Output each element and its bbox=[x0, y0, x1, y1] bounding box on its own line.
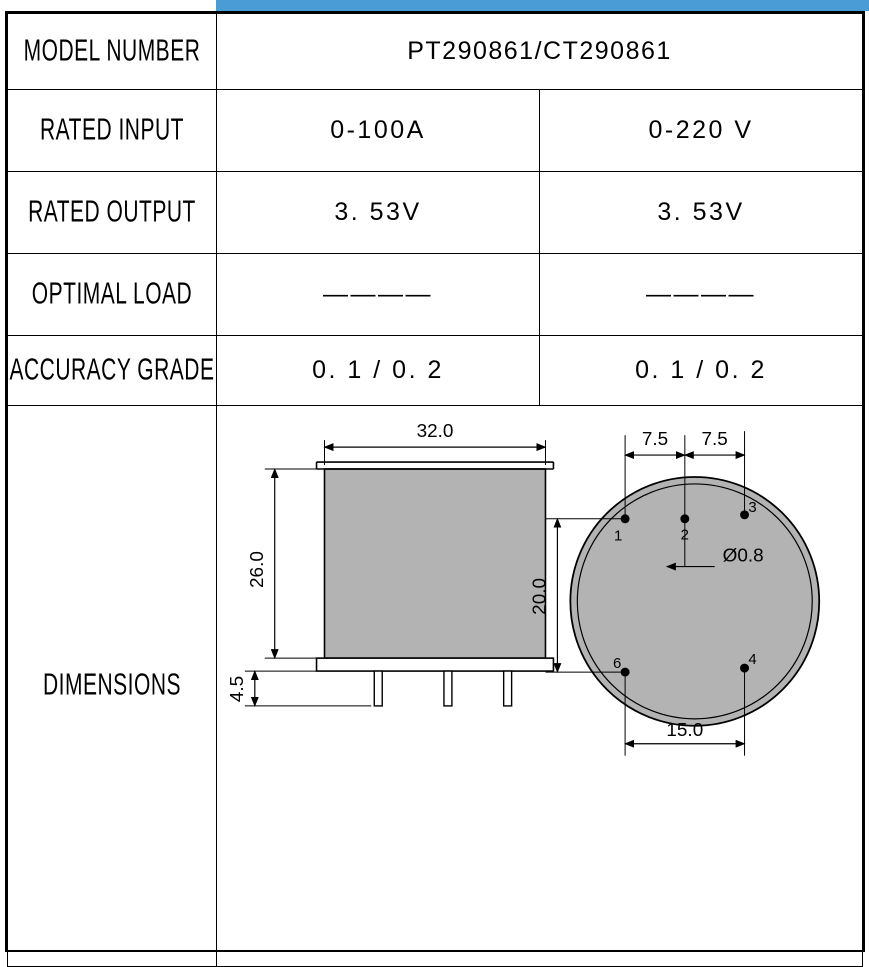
row-label-accuracy-grade bbox=[8, 336, 217, 406]
bottom-vertical-label: 20.0 bbox=[529, 578, 551, 615]
dimensions-canvas bbox=[217, 406, 862, 966]
pin-label-4: 4 bbox=[748, 651, 757, 669]
table-row-dimensions bbox=[8, 406, 863, 967]
table-row-accuracy-grade bbox=[8, 336, 863, 406]
row-label-rated-output bbox=[8, 172, 217, 254]
pin-label-6: 6 bbox=[612, 655, 622, 673]
table-row-rated-output bbox=[8, 172, 863, 254]
spec-table-container bbox=[5, 11, 865, 952]
row-value-optimal-load-right: ———— bbox=[540, 254, 863, 336]
bottom-spacing-right-label: 7.5 bbox=[701, 429, 728, 451]
row-label-accuracy-grade-text: ACCURACY GRADE bbox=[9, 353, 215, 387]
row-value-model: PT290861/CT290861 bbox=[217, 14, 863, 90]
table-row-model bbox=[8, 14, 863, 90]
pin-dot-1 bbox=[621, 514, 630, 523]
bottom-width-label: 15.0 bbox=[666, 719, 704, 741]
table-row-rated-input bbox=[8, 90, 863, 172]
spec-table bbox=[7, 13, 863, 967]
row-value-accuracy-left: 0. 1 / 0. 2 bbox=[217, 336, 540, 406]
row-label-model-text: MODEL NUMBER bbox=[23, 34, 201, 68]
row-label-rated-output-text: RATED OUTPUT bbox=[28, 195, 196, 229]
pin-label-1: 1 bbox=[613, 527, 623, 545]
side-height-label: 26.0 bbox=[246, 551, 268, 588]
row-value-optimal-load-left: ———— bbox=[217, 254, 540, 336]
header-accent-bar bbox=[216, 0, 869, 11]
row-label-rated-input-text: RATED INPUT bbox=[40, 113, 184, 147]
row-label-dimensions bbox=[8, 406, 217, 967]
pin-label-3: 3 bbox=[748, 498, 757, 516]
pin-label-2: 2 bbox=[680, 526, 689, 544]
side-width-label: 32.0 bbox=[416, 421, 454, 443]
row-value-accuracy-right: 0. 1 / 0. 2 bbox=[540, 336, 863, 406]
row-label-model bbox=[8, 14, 217, 90]
row-value-rated-output-left: 3. 53V bbox=[217, 172, 540, 254]
pin-dot-6 bbox=[621, 668, 630, 677]
side-pin-label: 4.5 bbox=[226, 675, 248, 703]
row-label-dimensions-text: DIMENSIONS bbox=[42, 668, 181, 702]
row-label-optimal-load bbox=[8, 254, 217, 336]
table-row-optimal-load bbox=[8, 254, 863, 336]
bottom-spacing-left-label: 7.5 bbox=[641, 429, 669, 451]
row-label-rated-input bbox=[8, 90, 217, 172]
dimensions-svg bbox=[217, 406, 862, 966]
row-value-rated-output-right: 3. 53V bbox=[540, 172, 863, 254]
row-label-optimal-load-text: OPTIMAL LOAD bbox=[31, 277, 193, 311]
row-value-rated-input-right: 0-220 V bbox=[540, 90, 863, 172]
dimensions-drawing-cell bbox=[217, 406, 863, 967]
hole-diameter-label: Ø0.8 bbox=[722, 545, 764, 567]
row-value-rated-input-left: 0-100A bbox=[217, 90, 540, 172]
